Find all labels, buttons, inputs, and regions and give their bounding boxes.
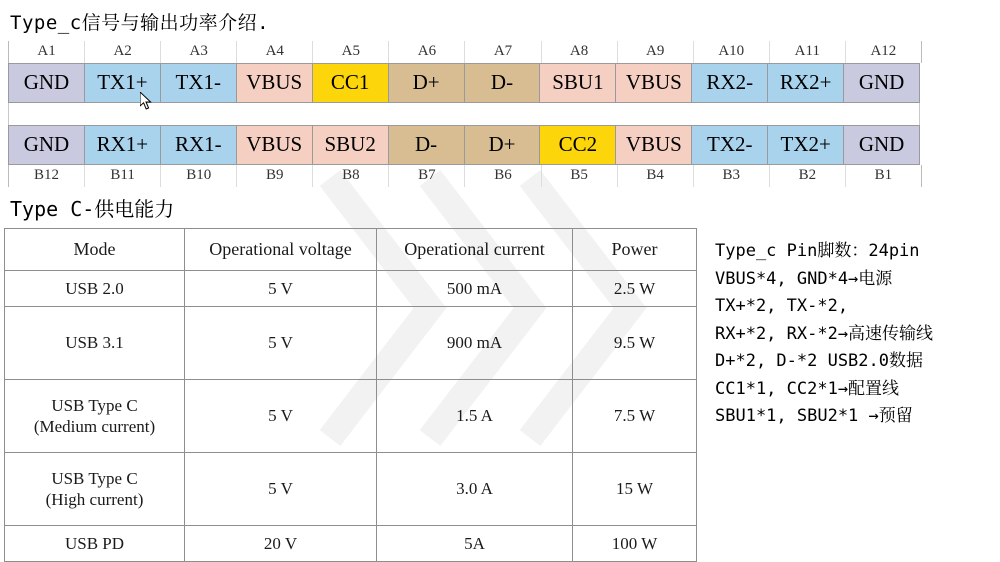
cell-mode: USB 3.1 — [5, 306, 185, 379]
pin-label-a2: A2 — [85, 41, 161, 63]
pin-a-cell-10: RX2- — [692, 64, 768, 102]
pin-label-a5: A5 — [313, 41, 389, 63]
power-section — [0, 228, 1000, 562]
note-line-5: D+*2, D-*2 USB2.0数据 — [715, 351, 923, 372]
pin-b-cell-4: VBUS — [237, 126, 313, 164]
pin-a-cell-1: GND — [9, 64, 85, 102]
pin-a-cell-2: TX1+ — [85, 64, 161, 102]
page-title: Type_c信号与输出功率介绍. — [10, 12, 270, 34]
column-header-mode: Mode — [5, 229, 185, 271]
pin-label-b2: B2 — [770, 165, 846, 187]
pin-b-cell-1: GND — [9, 126, 85, 164]
pin-a-cell-3: TX1- — [161, 64, 237, 102]
cell-power: 7.5 W — [573, 379, 697, 452]
table-row — [5, 525, 697, 561]
cell-current: 1.5 A — [377, 379, 573, 452]
note-line-7: SBU1*1, SBU2*1 →预留 — [715, 406, 913, 427]
column-header-power: Power — [573, 229, 697, 271]
note-line-3: TX+*2, TX-*2, — [715, 296, 849, 317]
pin-row-labels-bottom — [8, 165, 922, 187]
pin-label-b4: B4 — [618, 165, 694, 187]
cell-mode: USB 2.0 — [5, 270, 185, 306]
cell-mode: USB PD — [5, 525, 185, 561]
cell-voltage: 5 V — [185, 306, 377, 379]
pin-row-b — [8, 125, 920, 165]
pin-label-a11: A11 — [770, 41, 846, 63]
cell-voltage: 5 V — [185, 452, 377, 525]
pin-b-cell-2: RX1+ — [85, 126, 161, 164]
pin-label-b11: B11 — [85, 165, 161, 187]
pin-b-cell-9: VBUS — [616, 126, 692, 164]
column-header-voltage: Operational voltage — [185, 229, 377, 271]
power-capability-table — [4, 228, 697, 562]
pin-notes — [715, 238, 933, 431]
table-row — [5, 270, 697, 306]
pin-a-cell-7: D- — [465, 64, 541, 102]
mouse-cursor-icon — [140, 92, 152, 110]
pin-label-b8: B8 — [313, 165, 389, 187]
cell-power: 9.5 W — [573, 306, 697, 379]
pin-label-b3: B3 — [694, 165, 770, 187]
pin-b-cell-5: SBU2 — [313, 126, 389, 164]
pin-label-a9: A9 — [618, 41, 694, 63]
note-line-2: VBUS*4, GND*4→电源 — [715, 268, 893, 289]
pin-label-a1: A1 — [9, 41, 85, 63]
section-title-power: Type C-供电能力 — [10, 197, 175, 221]
pin-label-a3: A3 — [161, 41, 237, 63]
pin-b-cell-3: RX1- — [161, 126, 237, 164]
pin-a-cell-9: VBUS — [616, 64, 692, 102]
note-line-1: Type_c Pin脚数：24pin — [715, 241, 920, 261]
cell-power: 2.5 W — [573, 270, 697, 306]
cell-power: 100 W — [573, 525, 697, 561]
pin-label-a8: A8 — [542, 41, 618, 63]
pin-b-cell-11: TX2+ — [768, 126, 844, 164]
pin-b-cell-12: GND — [844, 126, 919, 164]
pin-label-a4: A4 — [237, 41, 313, 63]
pin-b-cell-8: CC2 — [540, 126, 616, 164]
cell-voltage: 20 V — [185, 525, 377, 561]
table-header-row — [5, 229, 697, 271]
pin-row-labels-top — [8, 41, 922, 63]
cell-current: 5A — [377, 525, 573, 561]
cell-power: 15 W — [573, 452, 697, 525]
cell-current: 3.0 A — [377, 452, 573, 525]
pin-label-b9: B9 — [237, 165, 313, 187]
pin-a-cell-11: RX2+ — [768, 64, 844, 102]
cell-current: 500 mA — [377, 270, 573, 306]
table-row — [5, 452, 697, 525]
pin-label-b5: B5 — [542, 165, 618, 187]
pin-label-a12: A12 — [870, 43, 897, 59]
pin-label-a6: A6 — [389, 41, 465, 63]
column-header-current: Operational current — [377, 229, 573, 271]
cell-current: 900 mA — [377, 306, 573, 379]
pin-label-a10: A10 — [694, 41, 770, 63]
typec-pinout-diagram — [8, 41, 920, 187]
table-row — [5, 379, 697, 452]
pin-label-b10: B10 — [161, 165, 237, 187]
pin-label-b1: B1 — [874, 167, 893, 183]
pin-a-cell-5: CC1 — [313, 64, 389, 102]
table-row — [5, 306, 697, 379]
pin-b-cell-6: D- — [389, 126, 465, 164]
pin-label-a7: A7 — [465, 41, 541, 63]
pin-a-cell-12: GND — [844, 64, 919, 102]
pin-label-b12: B12 — [9, 165, 85, 187]
pin-a-cell-8: SBU1 — [540, 64, 616, 102]
pin-b-cell-7: D+ — [465, 126, 541, 164]
page-content — [0, 8, 1000, 562]
cell-mode: USB Type C (High current) — [5, 452, 185, 525]
note-line-6: CC1*1, CC2*1→配置线 — [715, 378, 900, 399]
pin-b-cell-10: TX2- — [692, 126, 768, 164]
pin-a-cell-6: D+ — [389, 64, 465, 102]
pin-label-b6: B6 — [465, 165, 541, 187]
note-line-4: RX+*2, RX-*2→高速传输线 — [715, 323, 934, 344]
cell-voltage: 5 V — [185, 270, 377, 306]
pin-a-cell-4: VBUS — [237, 64, 313, 102]
pin-label-b7: B7 — [389, 165, 465, 187]
cell-mode: USB Type C (Medium current) — [5, 379, 185, 452]
cell-voltage: 5 V — [185, 379, 377, 452]
